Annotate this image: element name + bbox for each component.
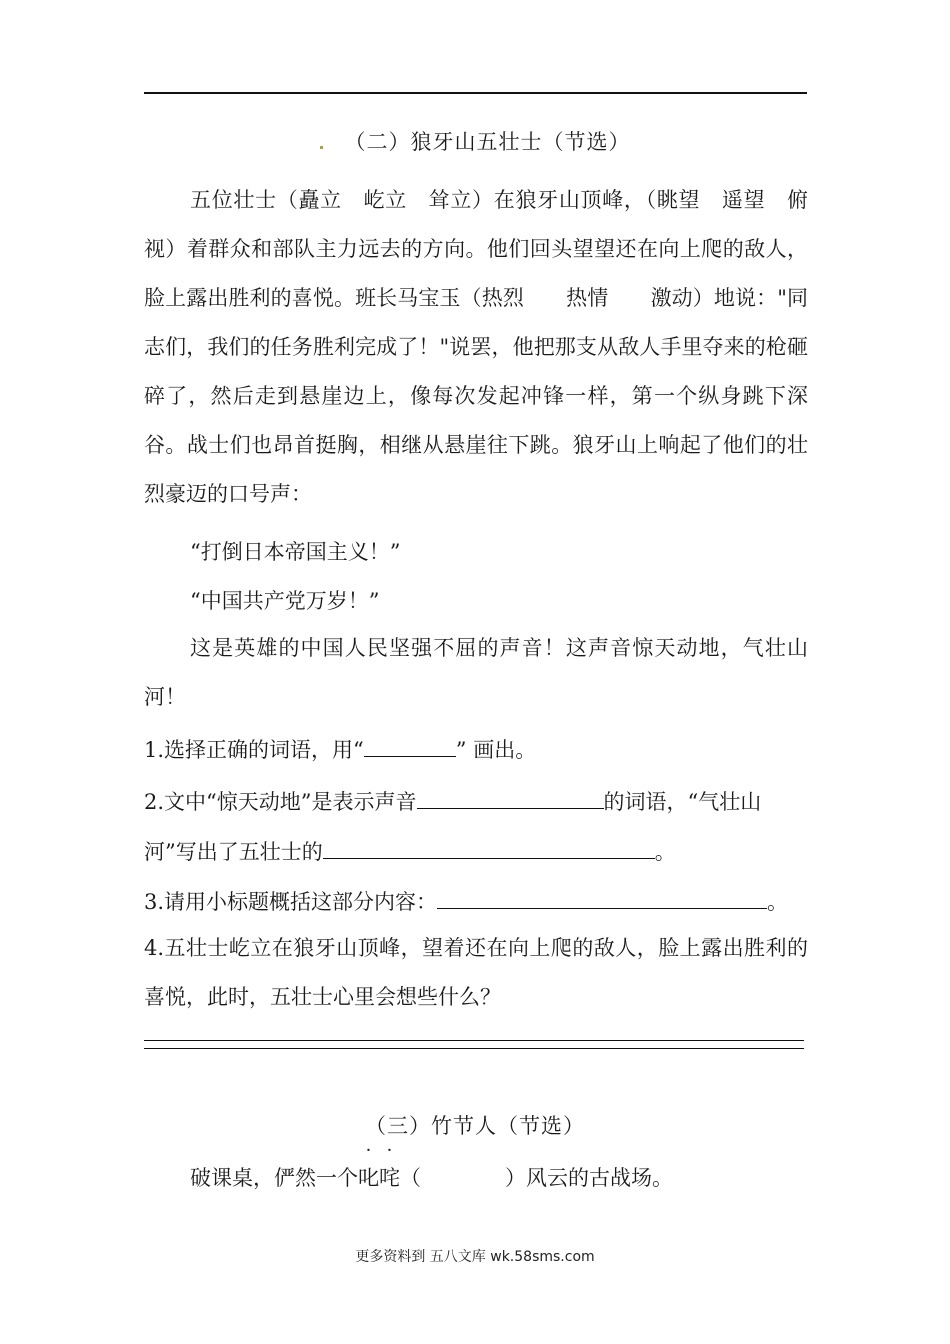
section2-title xyxy=(0,126,950,156)
answer-line-1[interactable] xyxy=(144,1040,804,1041)
q1-text-b: ” 画出。 xyxy=(455,738,537,762)
emphasized-char-2: 咤 xyxy=(379,1166,400,1190)
q2-text-c: 河”写出了五壮士的 xyxy=(144,840,323,864)
q2-blank-2[interactable] xyxy=(323,838,655,859)
q1-text-a: 1.选择正确的词语，用“ xyxy=(144,738,364,762)
answer-line-2[interactable] xyxy=(144,1048,804,1049)
question-2-cont xyxy=(144,836,676,866)
q2-text-a: 2.文中“惊天动地”是表示声音 xyxy=(144,790,417,814)
question-4: 4.五壮士屹立在狼牙山顶峰，望着还在向上爬的敌人，脸上露出胜利的喜悦，此时，五壮士心里会想些什么？ xyxy=(144,936,808,1009)
q3-text-b: 。 xyxy=(767,890,789,914)
slogan-2: “中国共产党万岁！” xyxy=(190,589,380,613)
question-3 xyxy=(144,886,788,916)
q2-text-b: 的词语，“气壮山 xyxy=(603,790,762,814)
q2-blank-1[interactable] xyxy=(417,788,604,809)
section2-passage: 五位壮士（矗立 屹立 耸立）在狼牙山顶峰，（眺望 遥望 俯视）着群众和部队主力远去的方向。他们回头望望还在向上爬的敌人，脸上露出胜利的喜悦。班长马宝玉（热烈 热情 激动）地说："同志们，我们的任务胜利完成了！"说罢，他把那支从敌人手里夺来的枪砸碎了，然后走到悬崖边上，像每次发起冲锋一样，第一个纵身跳下深谷。战士们也昂首挺胸，相继从悬崖往下跳。狼牙山上响起了他们的壮烈豪迈的口号声： xyxy=(144,188,808,506)
header-rule xyxy=(144,92,807,94)
question-1 xyxy=(144,734,536,764)
stray-mark xyxy=(320,146,323,149)
s3-text-c: ）风云的古战场。 xyxy=(505,1166,673,1190)
question-2 xyxy=(144,786,761,816)
emphasized-char-1: 叱 xyxy=(358,1166,379,1190)
q1-blank[interactable] xyxy=(364,736,456,757)
q3-blank[interactable] xyxy=(437,888,767,909)
slogan-1: “打倒日本帝国主义！” xyxy=(190,540,401,564)
section3-line xyxy=(190,1162,673,1192)
section3-title: （三）竹节人（节选） xyxy=(365,1114,585,1138)
q2-text-d: 。 xyxy=(654,840,676,864)
q3-text-a: 3.请用小标题概括这部分内容： xyxy=(144,890,438,914)
footer-watermark: 更多资料到 五八文库 wk.58sms.com xyxy=(355,1249,595,1265)
s3-text-b: （ xyxy=(400,1166,421,1190)
section2-title-text: （二）狼牙山五壮士（节选） xyxy=(344,130,631,154)
section2-closing: 这是英雄的中国人民坚强不屈的声音！这声音惊天动地，气壮山河！ xyxy=(144,636,808,709)
s3-text-a: 破课桌，俨然一个 xyxy=(190,1166,358,1190)
